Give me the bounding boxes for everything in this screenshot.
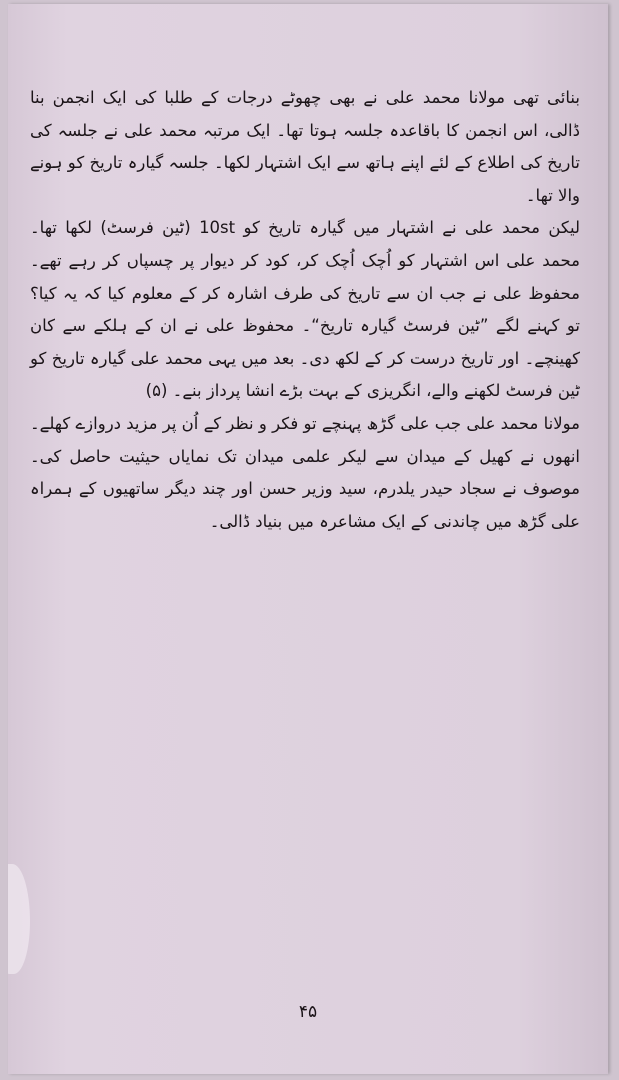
book-page — [8, 4, 608, 1074]
page-number: ۴۵ — [298, 1002, 318, 1022]
paper-stain — [8, 864, 30, 974]
paragraph-3: مولانا محمد علی جب علی گڑھ پہنچے تو فکر و نظر کے اُن پر مزید دروازے کھلے۔ انھوں نے کھیل کے میدان سے لیکر علمی میدان تک نمایاں حیثیت حاصل کی۔ موصوف نے سجاد حیدر یلدرم، سید وزیر حسن اور چند دیگر ساتھیوں کے ہمراہ علی گڑھ میں چاندنی کے ایک مشاعرہ میں بنیاد ڈالی۔ — [30, 413, 580, 531]
body-text — [30, 82, 580, 538]
paragraph-1: بنائی تھی مولانا محمد علی نے بھی چھوٹے درجات کے طلبا کی ایک انجمن بنا ڈالی، اس انجمن کا باقاعدہ جلسہ ہوتا تھا۔ ایک مرتبہ محمد علی نے جلسہ کی تاریخ کی اطلاع کے لئے اپنے ہاتھ سے ایک اشتہار لکھا۔ جلسہ گیارہ تاریخ کو ہونے والا تھا۔ — [30, 88, 580, 205]
paragraph-2: لیکن محمد علی نے اشتہار میں گیارہ تاریخ کو 10st (ٹین فرسٹ) لکھا تھا۔ محمد علی اس اشتہار کو اُچک اُچک کر، کود کر دیوار پر چسپاں کر رہے تھے۔ محفوظ علی نے جب ان سے تاریخ کی طرف اشارہ کر کے معلوم کیا کہ یہ کیا؟ تو کہنے لگے ”ٹین فرسٹ گیارہ تاریخ“۔ محفوظ علی نے ان کے ہلکے سے کان کھینچے۔ اور تاریخ درست کر کے لکھ دی۔ بعد میں یہی محمد علی گیارہ تاریخ کو ٹین فرسٹ لکھنے والے، انگریزی کے بہت بڑے انشا پرداز بنے۔ (۵) — [30, 218, 581, 401]
